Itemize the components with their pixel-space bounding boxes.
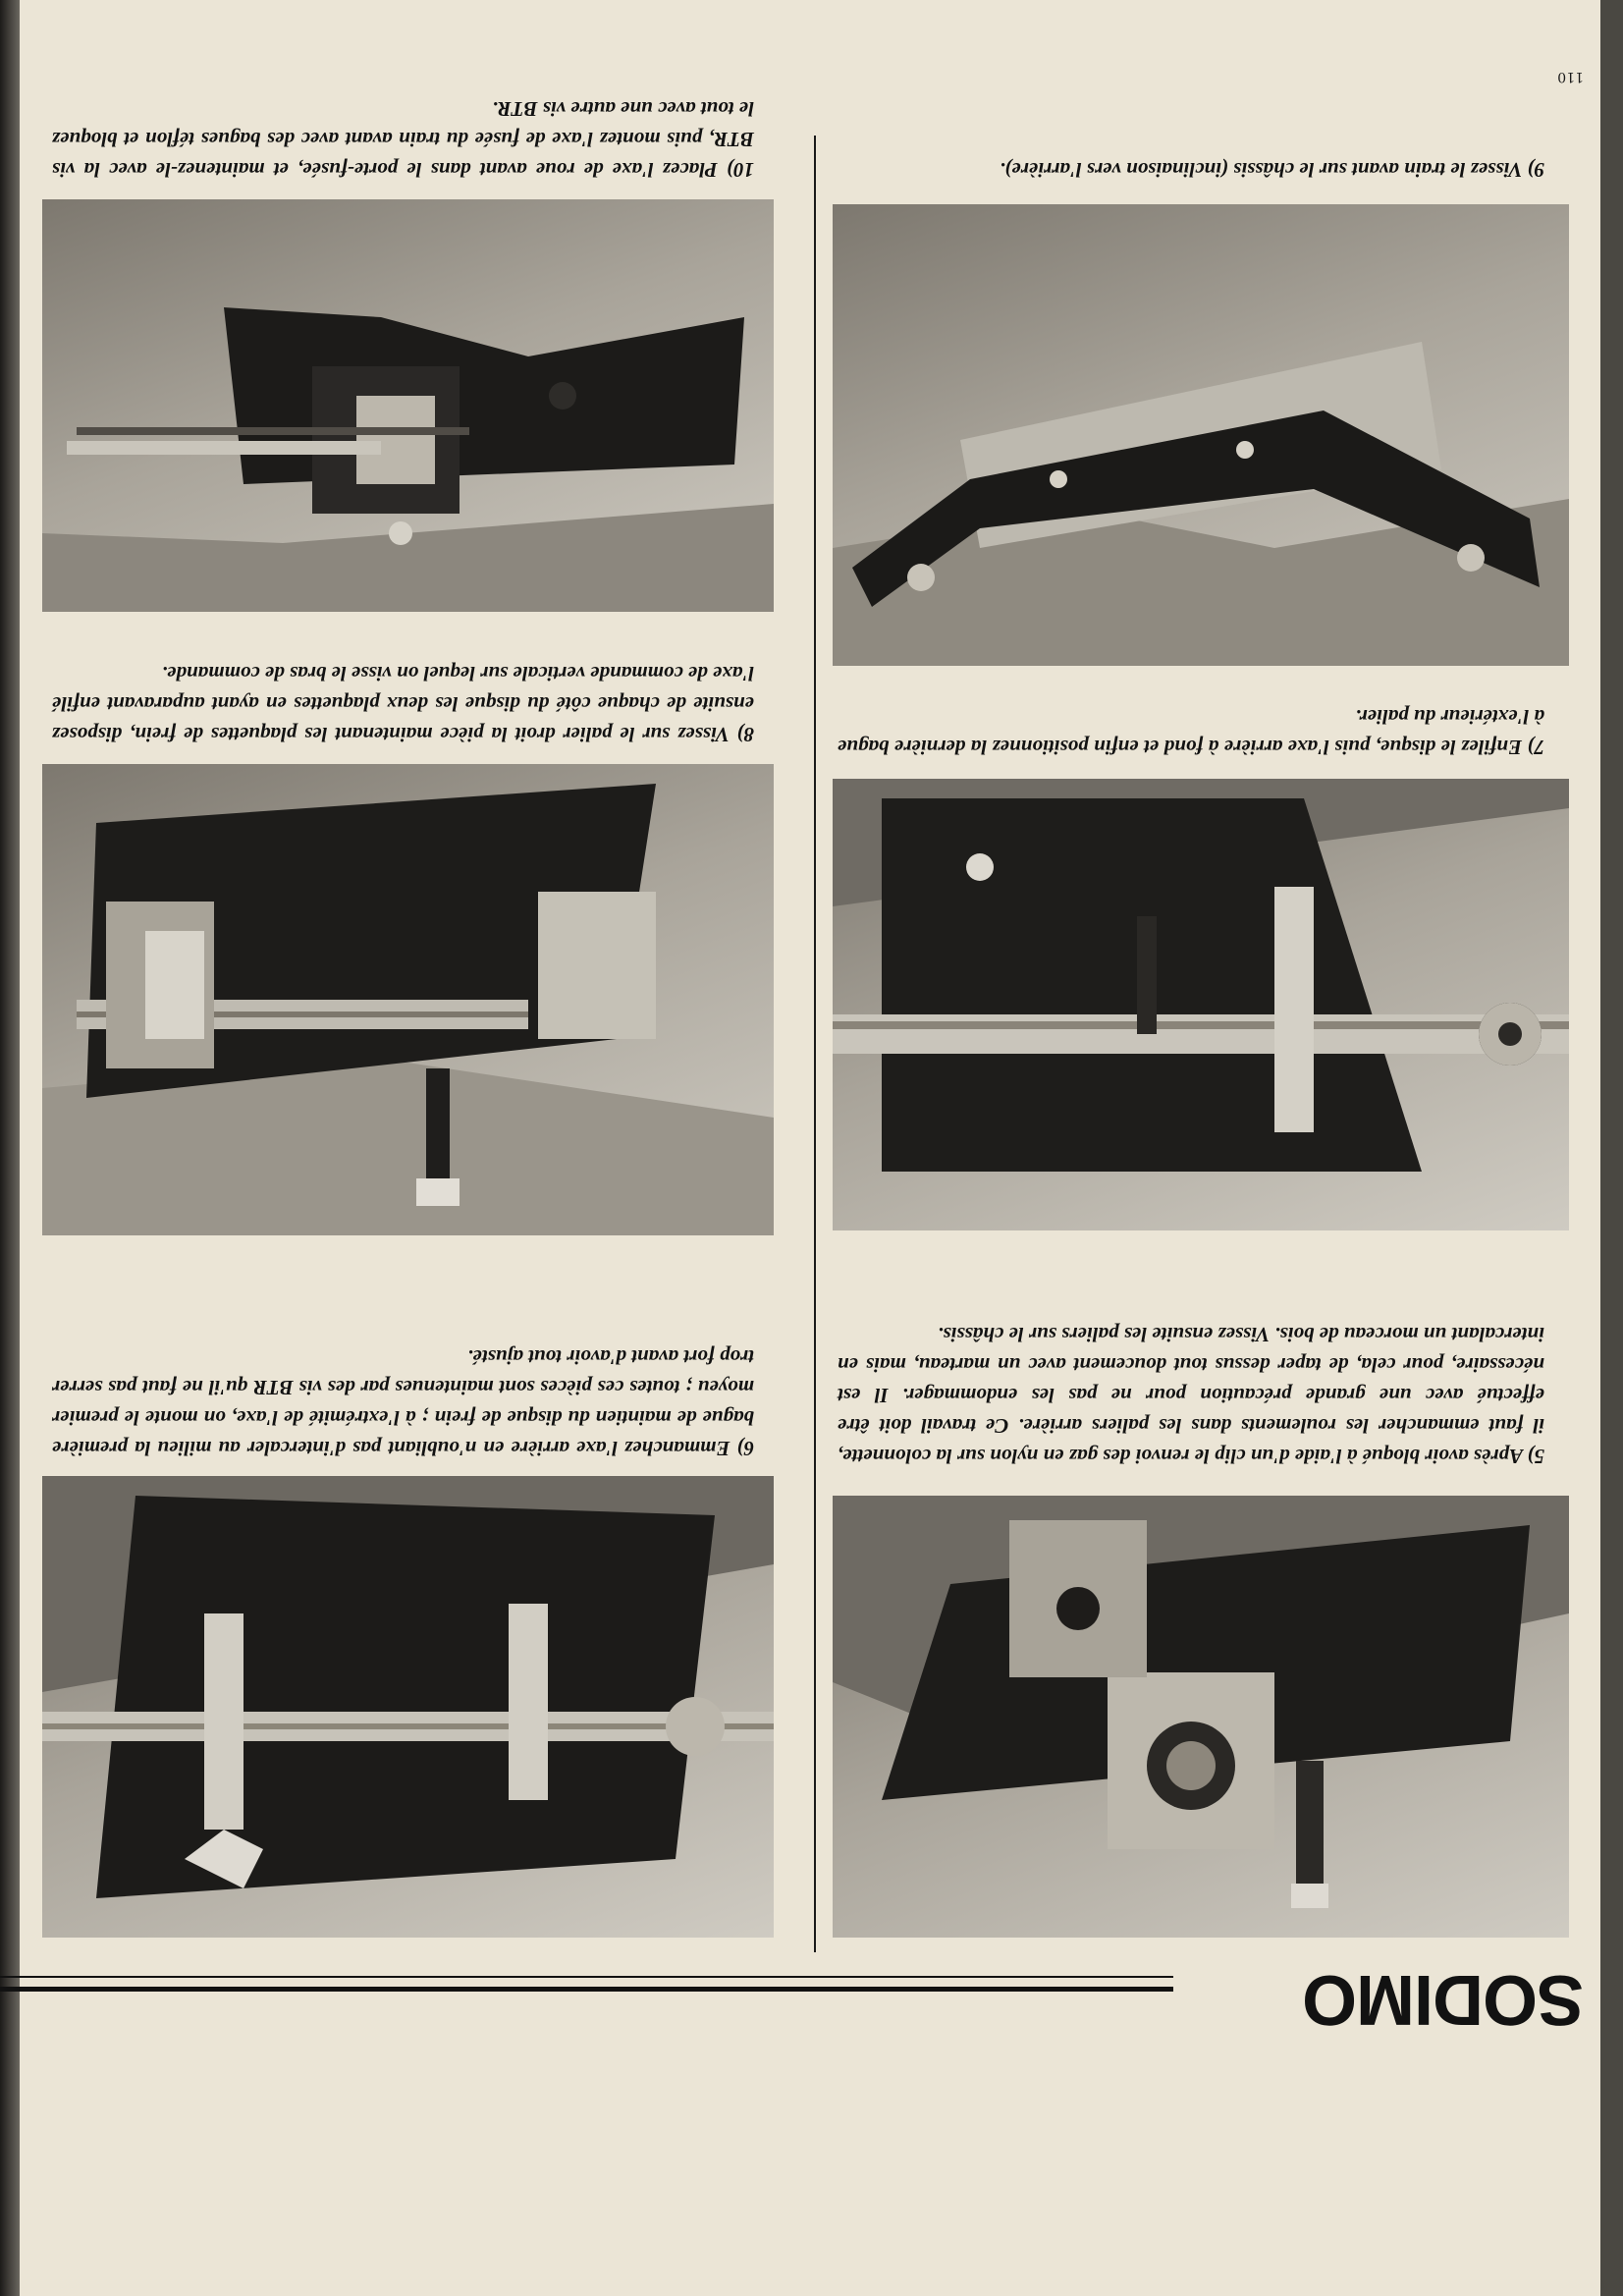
brand-banner xyxy=(0,1960,1605,2039)
caption-step5: 5) Après avoir bloqué à l'aide d'un clip le renvoi des gaz en nylon sur la colonnette, il faut emmancher les roulements dans les paliers arrière. Ce travail doit être effectué avec une grande précaution pour ne pas les endommager. Il est nécessaire, pour cela, de taper dessus tout doucement avec un marteau, mais en intercalant un morceau de bois. Vissez ensuite les paliers sur le châssis. xyxy=(838,1323,1544,1468)
photo-step5 xyxy=(833,1496,1569,1938)
page-number: 110 xyxy=(1557,69,1584,84)
banner-rule-thin xyxy=(0,1976,1173,1978)
photo-step6 xyxy=(42,1476,774,1938)
caption-step6: 6) Emmanchez l'axe arrière en n'oubliant pas d'intercaler au milieu la première bague de maintien du disque de frein ; à l'extrémité de l'axe, on monte le premier moyeu ; toutes ces pièces sont maintenues par des vis BTR qu'il ne faut pas serrer trop fort avant d'avoir tout ajusté. xyxy=(52,1345,754,1460)
photo-step10 xyxy=(42,199,774,612)
photo-step8 xyxy=(42,764,774,1235)
banner-rule xyxy=(0,1987,1173,1992)
column-divider xyxy=(814,136,816,1952)
brand-logo: SODIMO xyxy=(1302,1960,1584,2039)
caption-step10: 10) Placez l'axe de roue avant dans le porte-fusée, et maintenez-le avec la vis BTR, puis montez l'axe de fusée du train avant avec des bagues téflon et bloquez le tout avec une autre vis BTR. xyxy=(52,97,754,182)
photo-step7 xyxy=(833,779,1569,1230)
caption-step7: 7) Enfilez le disque, puis l'axe arrière à fond et enfin positionnez la dernière bague à l'extérieur du palier. xyxy=(838,705,1544,759)
caption-step9: 9) Vissez le train avant sur le châssis (inclinaison vers l'arrière). xyxy=(1000,158,1544,182)
photo-step9 xyxy=(833,204,1569,666)
caption-step8: 8) Vissez sur le palier droit la pièce maintenant les plaquettes de frein, disposez ensuite de chaque côté du disque les deux plaquettes en ayant auparavant enfilé l'axe de commande verticale sur lequel on visse le bras de commande. xyxy=(52,662,754,746)
